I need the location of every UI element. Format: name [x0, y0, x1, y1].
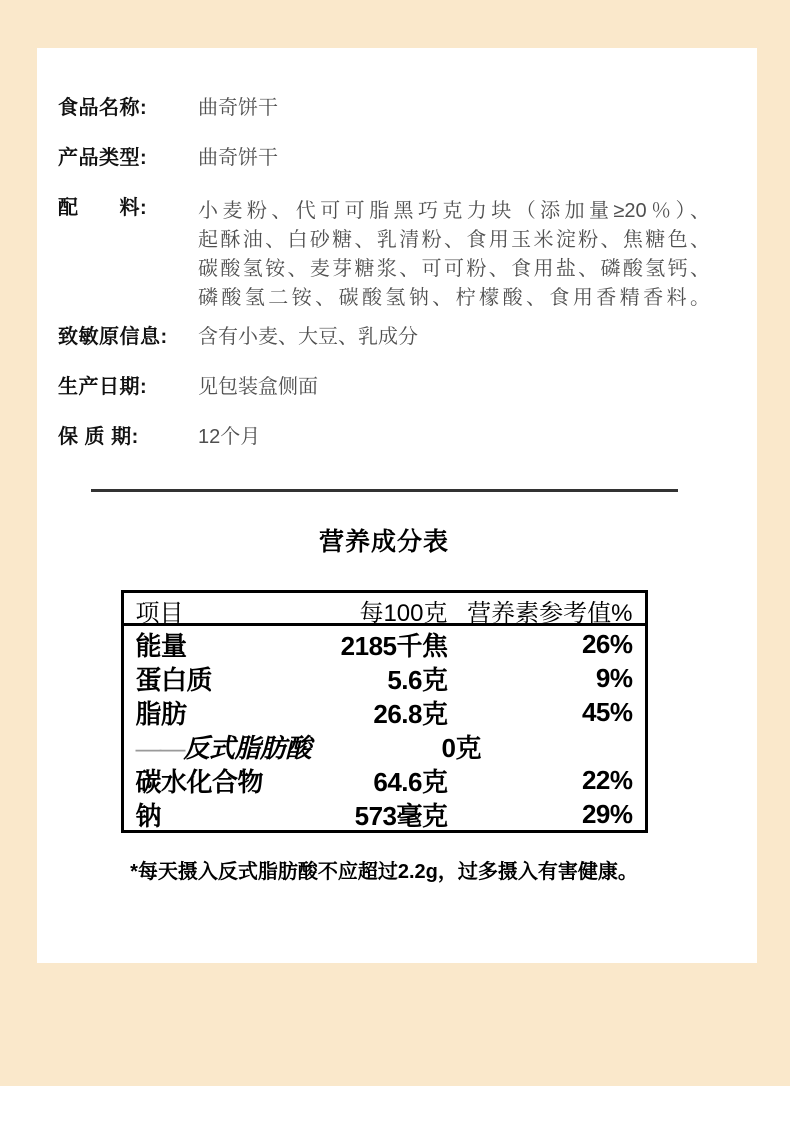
shelf-life-value: 12个月 — [198, 426, 261, 448]
ingredients-value — [198, 197, 710, 313]
fat-value: 26.8克 — [373, 699, 448, 729]
carbohydrate-nrv: 22% — [581, 765, 633, 795]
sodium-value: 573毫克 — [354, 801, 448, 831]
production-date-value: 见包装盒侧面 — [198, 376, 318, 398]
header-nrv: 营养素参考值% — [467, 600, 633, 627]
ingredients-line: 磷酸氢二铵、碳酸氢钠、柠檬酸、食用香精香料。 — [198, 287, 710, 309]
nutrition-title: 营养成分表 — [318, 528, 449, 556]
product-detail-panel — [37, 48, 757, 963]
fat-nrv: 45% — [581, 697, 633, 727]
section-divider — [91, 489, 678, 492]
carbohydrate-value: 64.6克 — [373, 767, 448, 797]
ingredients-line: 小麦粉、代可可脂黑巧克力块（添加量≥20％）、 — [198, 200, 710, 222]
transfat-label: 反式脂肪酸 — [183, 733, 312, 763]
product-type-label: 产品类型: — [58, 147, 148, 169]
sodium-nrv: 29% — [581, 799, 633, 829]
table-row-fat — [124, 694, 645, 728]
table-row-transfat — [124, 728, 645, 762]
energy-nrv: 26% — [581, 629, 633, 659]
nutrition-table — [121, 590, 648, 833]
production-date-label: 生产日期: — [58, 376, 148, 398]
carbohydrate-name: 碳水化合物 — [135, 767, 264, 797]
table-row-carbohydrate — [124, 762, 645, 796]
table-row-protein — [124, 660, 645, 694]
nutrition-table-header — [124, 593, 645, 626]
ingredients-line: 起酥油、白砂糖、乳清粉、食用玉米淀粉、焦糖色、 — [198, 229, 710, 251]
transfat-footnote: *每天摄入反式脂肪酸不应超过2.2g，过多摄入有害健康。 — [130, 861, 638, 883]
header-item: 项目 — [135, 600, 184, 627]
product-type-value: 曲奇饼干 — [198, 147, 278, 169]
info-row-ingredients — [58, 197, 710, 313]
info-row-shelf-life — [58, 426, 710, 448]
protein-value: 5.6克 — [387, 665, 448, 695]
header-per100g: 每100克 — [359, 600, 448, 627]
protein-name: 蛋白质 — [135, 665, 213, 695]
info-row-production-date — [58, 376, 710, 398]
table-row-sodium — [124, 796, 645, 830]
energy-name: 能量 — [135, 631, 187, 661]
allergen-value: 含有小麦、大豆、乳成分 — [198, 326, 418, 348]
info-row-allergen — [58, 326, 710, 348]
food-name-label: 食品名称: — [58, 97, 148, 119]
ingredients-label: 配 料: — [58, 197, 148, 219]
info-row-food-name — [58, 97, 710, 119]
protein-nrv: 9% — [595, 663, 633, 693]
shelf-life-label: 保 质 期: — [58, 426, 139, 448]
table-row-energy — [124, 626, 645, 660]
transfat-dash: —— — [135, 733, 184, 763]
info-row-product-type — [58, 147, 710, 169]
transfat-name — [136, 728, 312, 765]
sodium-name: 钠 — [135, 801, 162, 831]
transfat-value: 0克 — [441, 733, 482, 763]
energy-value: 2185千焦 — [340, 631, 448, 661]
fat-name: 脂肪 — [135, 699, 187, 729]
ingredients-line: 碳酸氢铵、麦芽糖浆、可可粉、食用盐、磷酸氢钙、 — [198, 258, 710, 280]
food-name-value: 曲奇饼干 — [198, 97, 278, 119]
allergen-label: 致敏原信息: — [58, 326, 168, 348]
